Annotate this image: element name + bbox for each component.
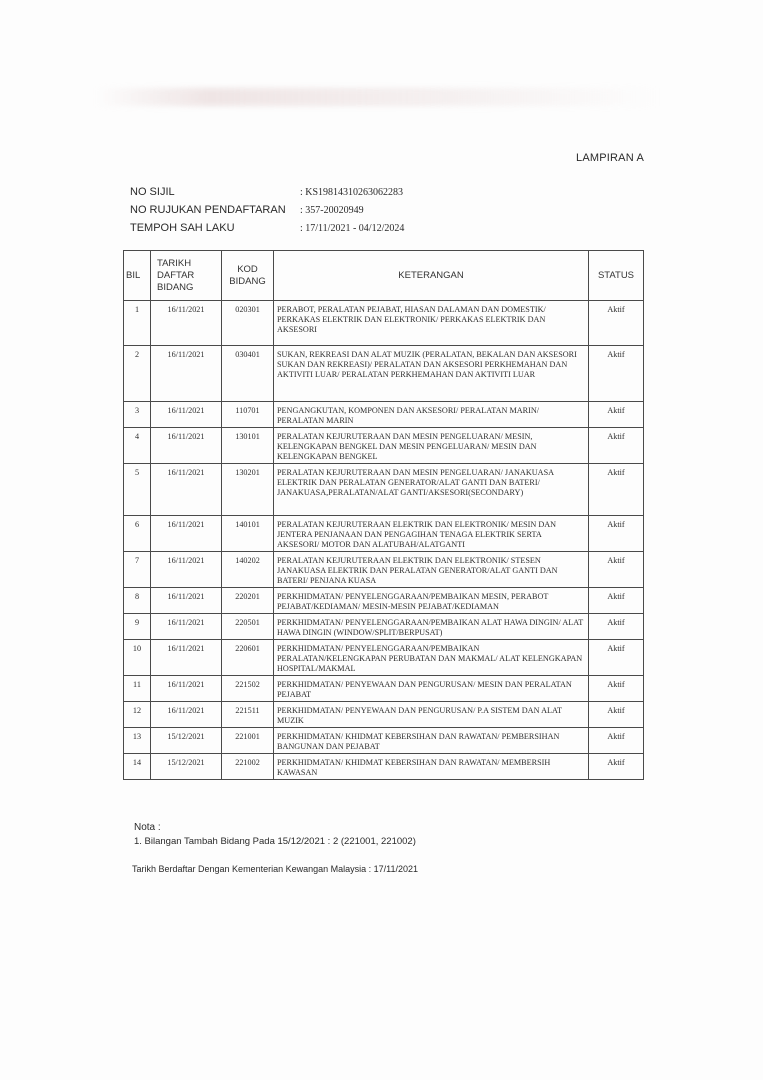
- table-row: [124, 676, 644, 702]
- cell-status: Aktif: [589, 728, 644, 754]
- lampiran-label: LAMPIRAN A: [576, 152, 645, 164]
- header-status: STATUS: [589, 251, 644, 301]
- cell-keterangan: PERKHIDMATAN/ PENYEWAAN DAN PENGURUSAN/ MESIN DAN PERALATAN PEJABAT: [274, 676, 589, 702]
- cell-bil: 2: [124, 346, 151, 402]
- cell-status: Aktif: [589, 346, 644, 402]
- cell-status: Aktif: [589, 754, 644, 780]
- cell-keterangan: PERALATAN KEJURUTERAAN DAN MESIN PENGELUARAN/ JANAKUASA ELEKTRIK DAN PERALATAN GENERATOR/ALAT GANTI DAN BATERI/ JANAKUASA,PERALATAN/ALAT GANTI/AKSESORI(SECONDARY): [274, 464, 589, 516]
- cell-bil: 7: [124, 552, 151, 588]
- header-kod: KOD BIDANG: [222, 251, 274, 301]
- cell-bil: 12: [124, 702, 151, 728]
- cell-bil: 5: [124, 464, 151, 516]
- cell-kod: 130101: [222, 428, 274, 464]
- cell-bil: 14: [124, 754, 151, 780]
- cell-kod: 221002: [222, 754, 274, 780]
- cell-bil: 8: [124, 588, 151, 614]
- cell-bil: 9: [124, 614, 151, 640]
- cell-kod: 221502: [222, 676, 274, 702]
- bidang-table: [123, 250, 644, 780]
- cell-status: Aktif: [589, 301, 644, 346]
- cell-kod: 140101: [222, 516, 274, 552]
- cell-bil: 13: [124, 728, 151, 754]
- meta-value: : 17/11/2021 - 04/12/2024: [300, 222, 405, 234]
- cell-keterangan: PERKHIDMATAN/ KHIDMAT KEBERSIHAN DAN RAWATAN/ PEMBERSIHAN BANGUNAN DAN PEJABAT: [274, 728, 589, 754]
- cell-keterangan: PERKHIDMATAN/ PENYELENGGARAAN/PEMBAIKAN PERALATAN/KELENGKAPAN PERUBATAN DAN MAKMAL/ ALAT KELENGKAPAN HOSPITAL/MAKMAL: [274, 640, 589, 676]
- cell-tarikh: 16/11/2021: [151, 640, 222, 676]
- cell-bil: 10: [124, 640, 151, 676]
- table-row: [124, 614, 644, 640]
- cell-keterangan: PERALATAN KEJURUTERAAN ELEKTRIK DAN ELEKTRONIK/ STESEN JANAKUASA ELEKTRIK DAN PERALATAN GENERATOR/ALAT GANTI DAN BATERI/ PENJANA KUASA: [274, 552, 589, 588]
- cell-tarikh: 16/11/2021: [151, 428, 222, 464]
- cell-bil: 1: [124, 301, 151, 346]
- cell-kod: 221511: [222, 702, 274, 728]
- cell-tarikh: 16/11/2021: [151, 702, 222, 728]
- scan-smudge: [95, 88, 660, 106]
- cell-kod: 220201: [222, 588, 274, 614]
- cell-status: Aktif: [589, 552, 644, 588]
- meta-label: NO RUJUKAN PENDAFTARAN: [130, 204, 286, 216]
- cell-status: Aktif: [589, 588, 644, 614]
- tarikh-berdaftar: Tarikh Berdaftar Dengan Kementerian Kewangan Malaysia : 17/11/2021: [132, 864, 419, 874]
- cell-kod: 220501: [222, 614, 274, 640]
- table-row: [124, 702, 644, 728]
- cell-tarikh: 15/12/2021: [151, 728, 222, 754]
- meta-label: TEMPOH SAH LAKU: [130, 222, 235, 234]
- cell-tarikh: 15/12/2021: [151, 754, 222, 780]
- cell-tarikh: 16/11/2021: [151, 464, 222, 516]
- cell-kod: 140202: [222, 552, 274, 588]
- cell-status: Aktif: [589, 428, 644, 464]
- cell-tarikh: 16/11/2021: [151, 552, 222, 588]
- cell-keterangan: SUKAN, REKREASI DAN ALAT MUZIK (PERALATAN, BEKALAN DAN AKSESORI SUKAN DAN REKREASI)/ PERALATAN DAN AKSESORI PERKHEMAHAN DAN AKTIVITI LUAR/ PERALATAN PERKHEMAHAN DAN AKTIVITI LUAR: [274, 346, 589, 402]
- cell-status: Aktif: [589, 464, 644, 516]
- cell-kod: 110701: [222, 402, 274, 428]
- table-row: [124, 402, 644, 428]
- cell-tarikh: 16/11/2021: [151, 301, 222, 346]
- table-row: [124, 640, 644, 676]
- nota-title: Nota :: [134, 822, 161, 833]
- table-row: [124, 516, 644, 552]
- cell-tarikh: 16/11/2021: [151, 346, 222, 402]
- cell-tarikh: 16/11/2021: [151, 588, 222, 614]
- nota-item: 1. Bilangan Tambah Bidang Pada 15/12/2021 : 2 (221001, 221002): [134, 836, 416, 847]
- cell-kod: 030401: [222, 346, 274, 402]
- certificate-meta: [130, 183, 404, 237]
- cell-status: Aktif: [589, 702, 644, 728]
- cell-bil: 6: [124, 516, 151, 552]
- table-row: [124, 346, 644, 402]
- cell-bil: 11: [124, 676, 151, 702]
- cell-kod: 130201: [222, 464, 274, 516]
- meta-value: : 357-20020949: [300, 204, 364, 216]
- table-row: [124, 301, 644, 346]
- cell-tarikh: 16/11/2021: [151, 402, 222, 428]
- meta-row-no-sijil: [130, 183, 404, 201]
- table-row: [124, 464, 644, 516]
- table-row: [124, 754, 644, 780]
- cell-kod: 020301: [222, 301, 274, 346]
- header-bil: BIL: [124, 251, 151, 301]
- cell-kod: 221001: [222, 728, 274, 754]
- cell-status: Aktif: [589, 640, 644, 676]
- table-row: [124, 428, 644, 464]
- cell-keterangan: PERALATAN KEJURUTERAAN ELEKTRIK DAN ELEKTRONIK/ MESIN DAN JENTERA PENJANAAN DAN PENGAGIHAN TENAGA ELEKTRIK SERTA AKSESORI/ MOTOR DAN ALATUBAH/ALATGANTI: [274, 516, 589, 552]
- nota-section: [134, 822, 416, 847]
- table-row: [124, 588, 644, 614]
- cell-keterangan: PERKHIDMATAN/ KHIDMAT KEBERSIHAN DAN RAWATAN/ MEMBERSIH KAWASAN: [274, 754, 589, 780]
- header-tarikh: TARIKH DAFTAR BIDANG: [151, 251, 222, 301]
- cell-keterangan: PERKHIDMATAN/ PENYELENGGARAAN/PEMBAIKAN ALAT HAWA DINGIN/ ALAT HAWA DINGIN (WINDOW/SPLIT/BERPUSAT): [274, 614, 589, 640]
- cell-bil: 3: [124, 402, 151, 428]
- cell-status: Aktif: [589, 614, 644, 640]
- cell-status: Aktif: [589, 402, 644, 428]
- cell-status: Aktif: [589, 676, 644, 702]
- meta-label: NO SIJIL: [130, 186, 175, 198]
- table-row: [124, 728, 644, 754]
- cell-keterangan: PENGANGKUTAN, KOMPONEN DAN AKSESORI/ PERALATAN MARIN/ PERALATAN MARIN: [274, 402, 589, 428]
- table-header-row: [124, 251, 644, 301]
- cell-tarikh: 16/11/2021: [151, 614, 222, 640]
- meta-value: : KS19814310263062283: [300, 186, 404, 198]
- cell-keterangan: PERKHIDMATAN/ PENYEWAAN DAN PENGURUSAN/ P.A SISTEM DAN ALAT MUZIK: [274, 702, 589, 728]
- cell-kod: 220601: [222, 640, 274, 676]
- cell-bil: 4: [124, 428, 151, 464]
- cell-status: Aktif: [589, 516, 644, 552]
- cell-keterangan: PERALATAN KEJURUTERAAN DAN MESIN PENGELUARAN/ MESIN, KELENGKAPAN BENGKEL DAN MESIN PENGELUARAN/ MESIN DAN KELENGKAPAN BENGKEL: [274, 428, 589, 464]
- meta-row-tempoh: [130, 219, 404, 237]
- table-row: [124, 552, 644, 588]
- cell-keterangan: PERABOT, PERALATAN PEJABAT, HIASAN DALAMAN DAN DOMESTIK/ PERKAKAS ELEKTRIK DAN ELEKTRONIK/ PERKAKAS ELEKTRIK DAN AKSESORI: [274, 301, 589, 346]
- meta-row-no-rujukan: [130, 201, 404, 219]
- cell-tarikh: 16/11/2021: [151, 676, 222, 702]
- cell-tarikh: 16/11/2021: [151, 516, 222, 552]
- header-keterangan: KETERANGAN: [274, 251, 589, 301]
- cell-keterangan: PERKHIDMATAN/ PENYELENGGARAAN/PEMBAIKAN MESIN, PERABOT PEJABAT/KEDIAMAN/ MESIN-MESIN PEJABAT/KEDIAMAN: [274, 588, 589, 614]
